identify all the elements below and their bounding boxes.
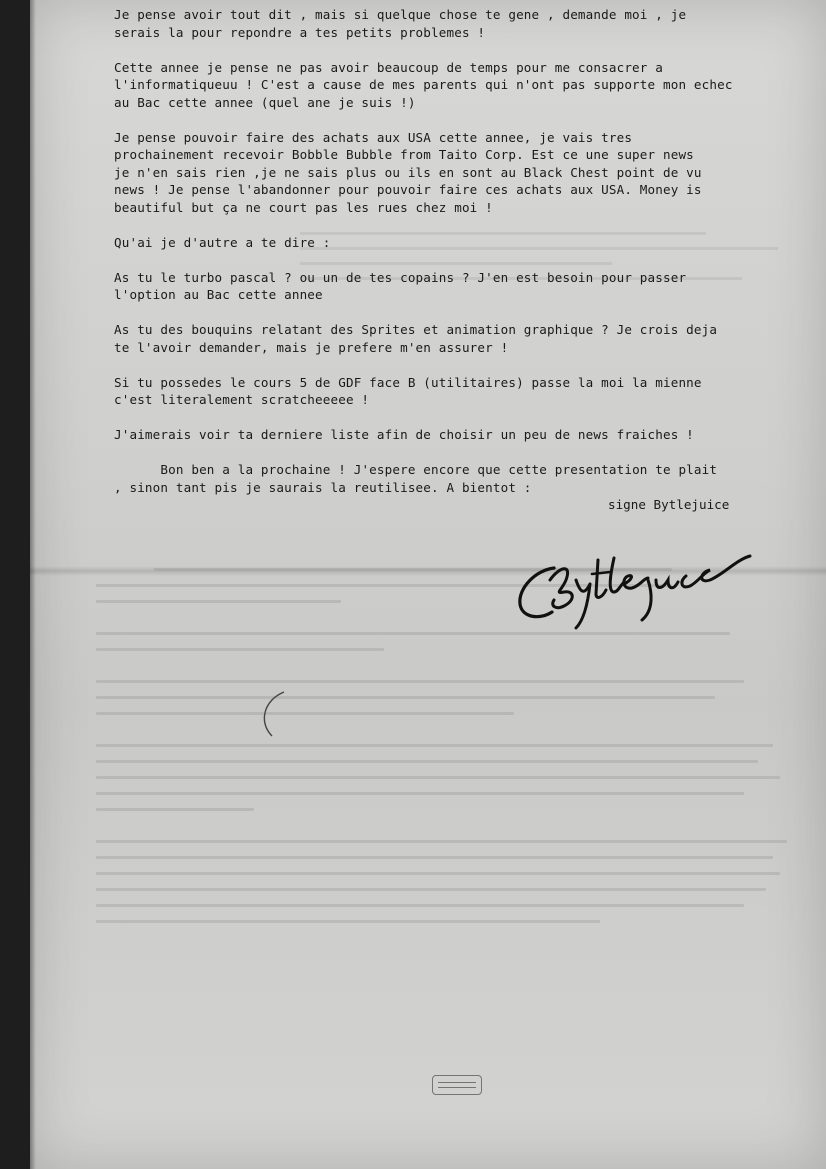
pencil-arc-mark bbox=[254, 688, 294, 740]
paragraph-usa-purchases: Je pense pouvoir faire des achats aux USA cette annee, je vais tres prochainement recevoir Bobble Bubble from Taito Corp. Est ce une super news je n'en sais rien ,je ne sais plus ou ils en sont au Black Chest point de vu news ! Je pense l'abandonner pour pouvoir faire ces achats aux USA. Money is beautiful but ça ne court pas les rues chez moi ! bbox=[114, 129, 702, 215]
paragraph-what-else: Qu'ai je d'autre a te dire : bbox=[114, 234, 331, 250]
paragraph-farewell: Bon ben a la prochaine ! J'espere encore que cette presentation te plait , sinon tant pis je saurais la reutilisee. A bientot : bbox=[114, 462, 718, 495]
paragraph-turbo-pascal: As tu le turbo pascal ? ou un de tes copains ? J'en est besoin pour passer l'option au Bac cette annee bbox=[114, 269, 687, 302]
binder-clip-mark bbox=[432, 1075, 482, 1095]
signed-line: signe Bytlejuice bbox=[608, 497, 730, 512]
paragraph-sprites-books: As tu des bouquins relatant des Sprites et animation graphique ? Je crois deja te l'avoir demander, mais je prefere m'en assurer ! bbox=[114, 322, 718, 355]
paragraph-closing-questions: Je pense avoir tout dit , mais si quelque chose te gene , demande moi , je serais la pour repondre a tes petits problemes ! bbox=[114, 7, 687, 40]
handwritten-signature bbox=[514, 540, 754, 630]
paragraph-busy-year: Cette annee je pense ne pas avoir beaucoup de temps pour me consacrer a l'informatiqueuu ! C'est a cause de mes parents qui n'ont pas supporte mon echec au Bac cette annee (quel ane je suis !) bbox=[114, 59, 733, 110]
letter-body bbox=[114, 6, 794, 514]
paragraph-latest-list: J'aimerais voir ta derniere liste afin de choisir un peu de news fraiches ! bbox=[114, 427, 694, 442]
paragraph-gdf-course: Si tu possedes le cours 5 de GDF face B (utilitaires) passe la moi la mienne c'est literalement scratcheeeee ! bbox=[114, 374, 702, 407]
